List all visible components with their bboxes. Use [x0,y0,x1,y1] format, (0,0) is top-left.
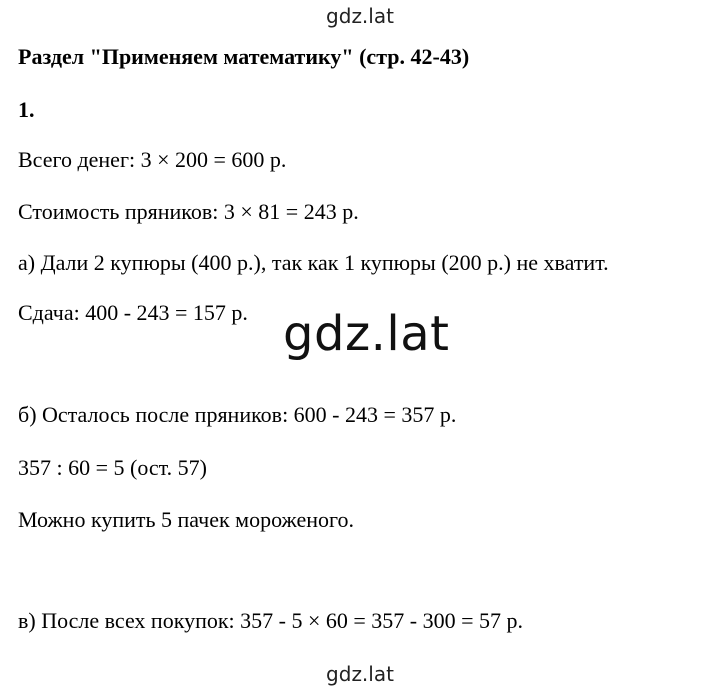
text-line-division: 357 : 60 = 5 (ост. 57) [18,455,207,480]
text-line-ice-cream: Можно купить 5 пачек мороженого. [18,507,354,532]
text-line-change: Сдача: 400 - 243 = 157 р. [18,300,248,325]
text-line-total-money: Всего денег: 3 × 200 = 600 р. [18,147,287,172]
text-line-part-a: а) Дали 2 купюры (400 р.), так как 1 купюры (200 р.) не хватит. [18,250,609,275]
text-line-part-b: б) Осталось после пряников: 600 - 243 = 357 р. [18,402,457,427]
text-line-part-c: в) После всех покупок: 357 - 5 × 60 = 357 - 300 = 57 р. [18,608,524,633]
section-heading: Раздел "Применяем математику" (стр. 42-43) [18,44,470,69]
watermark-middle: gdz.lat [283,306,450,362]
task-number: 1. [18,97,35,122]
text-line-gingerbread-cost: Стоимость пряников: 3 × 81 = 243 р. [18,199,359,224]
watermark-top: gdz.lat [326,4,394,28]
watermark-bottom: gdz.lat [326,662,394,686]
